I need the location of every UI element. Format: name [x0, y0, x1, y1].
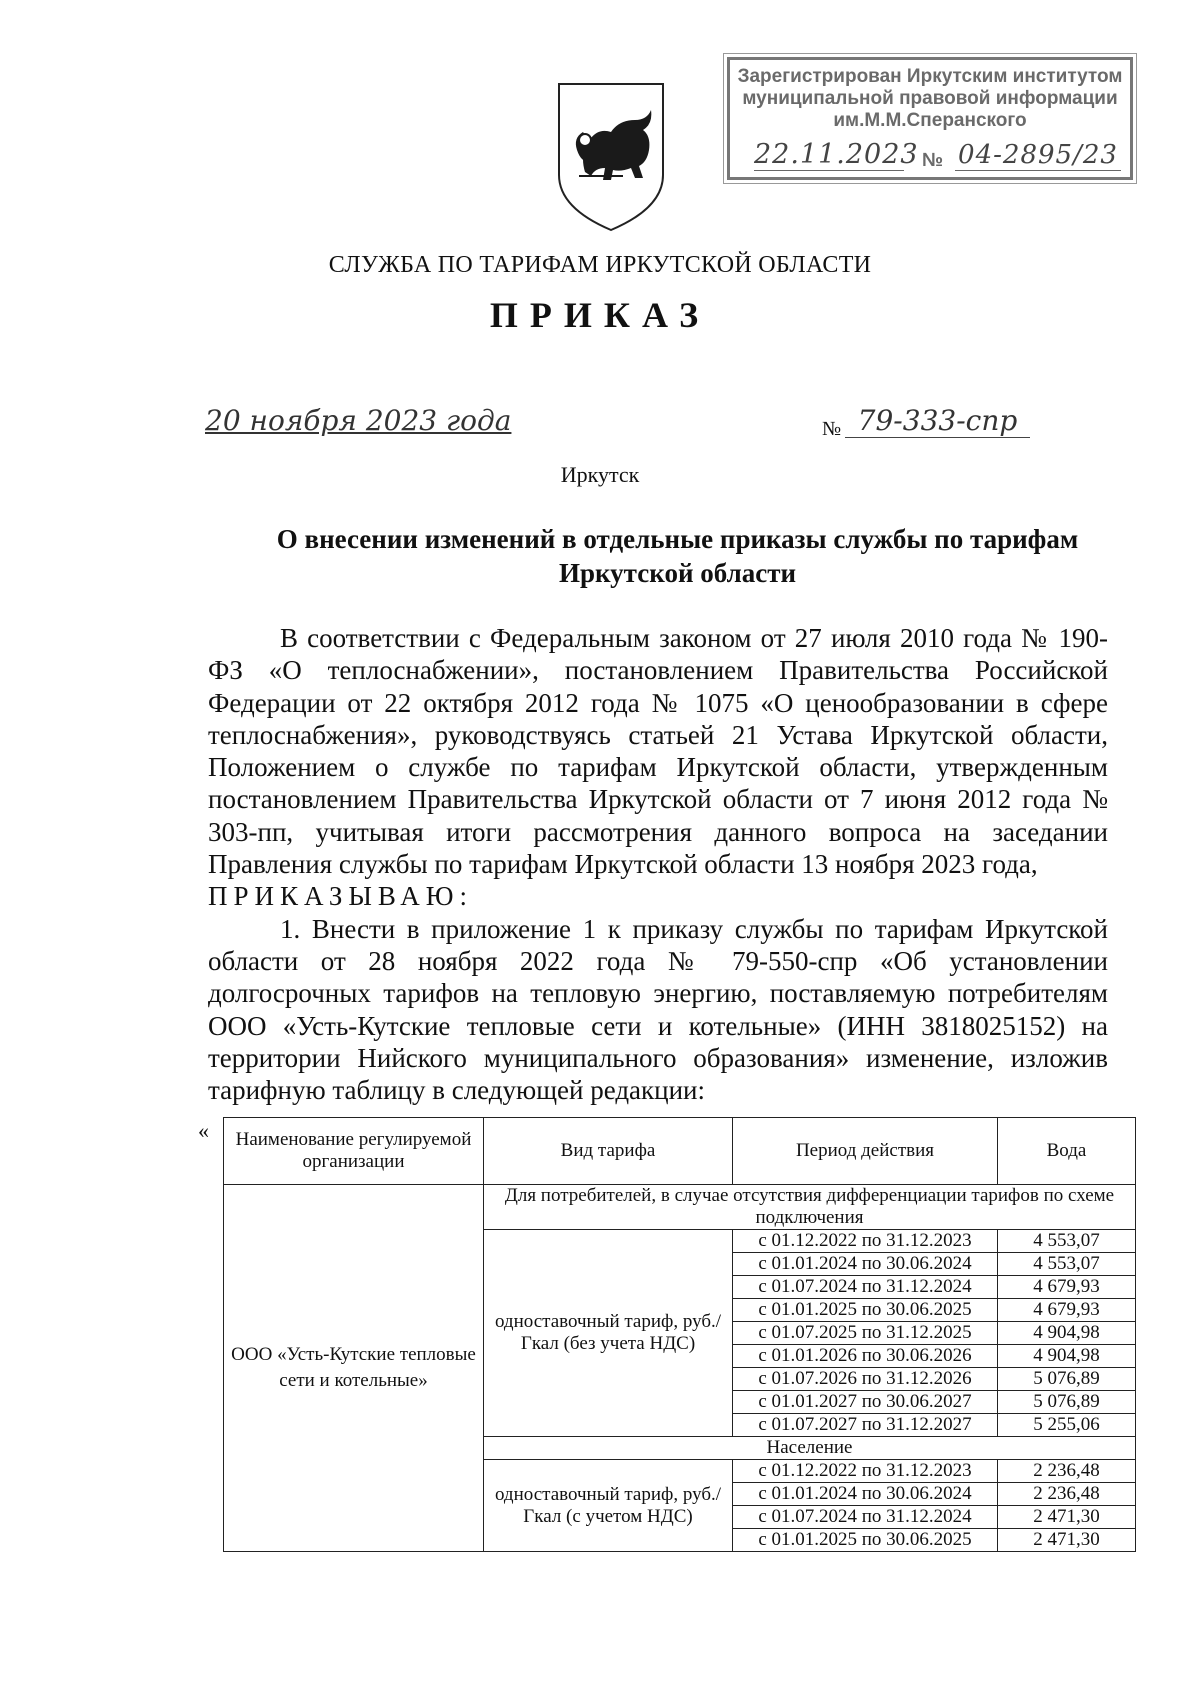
- period-cell: с 01.01.2024 по 30.06.2024: [733, 1253, 998, 1276]
- table-header-row: [224, 1118, 1136, 1185]
- stamp-line-2: муниципальной правовой информации: [742, 88, 1118, 109]
- organization-cell: ООО «Усть-Кутские тепловые сети и котельные»: [224, 1185, 484, 1552]
- document-type-title: ПРИКАЗ: [489, 295, 711, 335]
- period-cell: с 01.07.2025 по 31.12.2025: [733, 1322, 998, 1345]
- column-header-tariff-type: Вид тарифа: [484, 1118, 733, 1185]
- decree-word: ПРИКАЗЫВАЮ:: [208, 881, 473, 912]
- stamp-number: 04-2895/23: [955, 142, 1121, 171]
- stamp-line-3: им.М.М.Сперанского: [833, 110, 1027, 131]
- period-cell: с 01.07.2026 по 31.12.2026: [733, 1368, 998, 1391]
- order-number: 79-333-спр: [845, 404, 1030, 438]
- period-cell: с 01.01.2024 по 30.06.2024: [733, 1483, 998, 1506]
- value-cell: 2 471,30: [998, 1529, 1136, 1552]
- value-cell: 4 553,07: [998, 1253, 1136, 1276]
- period-cell: с 01.01.2025 по 30.06.2025: [733, 1529, 998, 1552]
- period-cell: с 01.07.2024 по 31.12.2024: [733, 1506, 998, 1529]
- period-cell: с 01.01.2026 по 30.06.2026: [733, 1345, 998, 1368]
- value-cell: 5 076,89: [998, 1391, 1136, 1414]
- registration-stamp: [727, 57, 1133, 180]
- value-cell: 4 679,93: [998, 1276, 1136, 1299]
- group-label-cell: Для потребителей, в случае отсутствия дифференциации тарифов по схеме подключения: [484, 1185, 1136, 1230]
- opening-quote-mark: «: [198, 1118, 209, 1143]
- period-cell: с 01.01.2027 по 30.06.2027: [733, 1391, 998, 1414]
- city: Иркутск: [560, 462, 640, 487]
- coat-of-arms-emblem: [555, 80, 667, 235]
- value-cell: 4 904,98: [998, 1322, 1136, 1345]
- column-header-period: Период действия: [733, 1118, 998, 1185]
- order-body: [208, 622, 1108, 1106]
- stamp-line-1: Зарегистрирован Иркутским институтом: [737, 66, 1123, 87]
- stamp-date: 22.11.2023: [754, 139, 919, 170]
- period-cell: с 01.07.2027 по 31.12.2027: [733, 1414, 998, 1437]
- tariff-type-cell: одноставочный тариф, руб./Гкал (с учетом НДС): [484, 1460, 733, 1552]
- period-cell: с 01.12.2022 по 31.12.2023: [733, 1460, 998, 1483]
- order-date: 20 ноября 2023 года: [205, 404, 512, 437]
- value-cell: 4 553,07: [998, 1230, 1136, 1253]
- column-header-organization: Наименование регулируемой организации: [224, 1118, 484, 1185]
- period-cell: с 01.01.2025 по 30.06.2025: [733, 1299, 998, 1322]
- issuing-organization: СЛУЖБА ПО ТАРИФАМ ИРКУТСКОЙ ОБЛАСТИ: [328, 252, 872, 278]
- value-cell: 4 679,93: [998, 1299, 1136, 1322]
- value-cell: 2 471,30: [998, 1506, 1136, 1529]
- table-row: [224, 1185, 1136, 1230]
- value-cell: 5 076,89: [998, 1368, 1136, 1391]
- value-cell: 5 255,06: [998, 1414, 1136, 1437]
- order-number-label: №: [822, 418, 842, 440]
- stamp-number-label: №: [922, 150, 944, 171]
- preamble-paragraph: В соответствии с Федеральным законом от 27 июля 2010 года № 190-ФЗ «О теплоснабжении», постановлением Правительства Российской Федерации от 22 октября 2012 года № 1075 «О ценообразовании в сфере теплоснабжения», руководствуясь статьей 21 Устава Иркутской области, Положением о службе по тарифам Иркутской области, утвержденным постановлением Правительства Иркутской области от 7 июня 2012 года № 303-пп, учитывая итоги рассмотрения данного вопроса на заседании Правления службы по тарифам Иркутской области 13 ноября 2023 года,: [208, 623, 1108, 880]
- value-cell: 2 236,48: [998, 1483, 1136, 1506]
- value-cell: 4 904,98: [998, 1345, 1136, 1368]
- tariff-table: [223, 1117, 1136, 1552]
- group-label-cell: Население: [484, 1437, 1136, 1460]
- order-subject: О внесении изменений в отдельные приказы службы по тарифам Иркутской области: [276, 524, 1079, 588]
- item-1-paragraph: 1. Внести в приложение 1 к приказу службы по тарифам Иркутской области от 28 ноября 2022 года № 79-550-спр «Об установлении долгосрочных тарифов на тепловую энергию, поставляемую потребителям ООО «Усть-Кутские тепловые сети и котельные» (ИНН 3818025152) на территории Нийского муниципального образования» изменение, изложив тарифную таблицу в следующей редакции:: [208, 913, 1108, 1106]
- period-cell: с 01.07.2024 по 31.12.2024: [733, 1276, 998, 1299]
- tariff-type-cell: одноставочный тариф, руб./Гкал (без учета НДС): [484, 1230, 733, 1437]
- value-cell: 2 236,48: [998, 1460, 1136, 1483]
- period-cell: с 01.12.2022 по 31.12.2023: [733, 1230, 998, 1253]
- column-header-water: Вода: [998, 1118, 1136, 1185]
